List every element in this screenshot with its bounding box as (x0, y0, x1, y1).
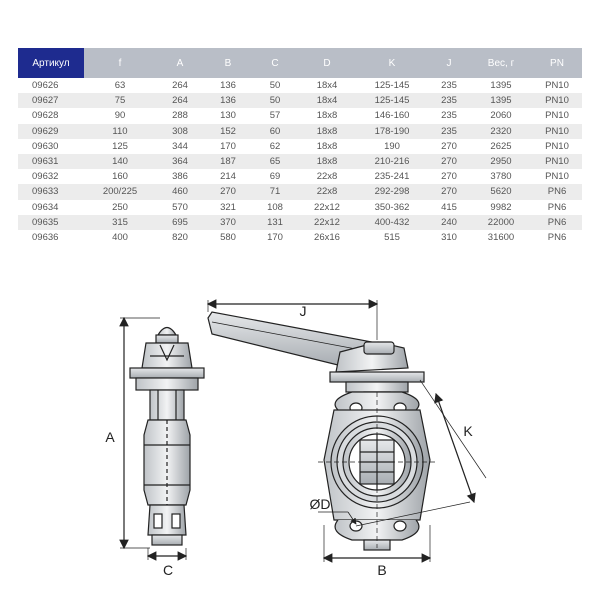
dimension-k-label: K (463, 423, 473, 439)
table-cell: 22x12 (298, 215, 356, 230)
table-cell: 400 (84, 230, 156, 245)
table-cell: PN10 (532, 108, 582, 123)
table-cell: 09633 (18, 184, 84, 199)
table-cell: 350-362 (356, 200, 428, 215)
table-cell: 09634 (18, 200, 84, 215)
table-cell: 400-432 (356, 215, 428, 230)
table-cell: PN10 (532, 169, 582, 184)
table-cell: 364 (156, 154, 204, 169)
dimension-b-label: B (377, 562, 387, 578)
table-row (18, 154, 582, 169)
table-cell: 9982 (470, 200, 532, 215)
table-cell: 288 (156, 108, 204, 123)
table-cell: PN6 (532, 215, 582, 230)
table-cell: 270 (204, 184, 252, 199)
table-cell: 18x8 (298, 139, 356, 154)
column-header: Вес, г (470, 48, 532, 78)
table-cell: 22x12 (298, 200, 356, 215)
table-cell: 264 (156, 93, 204, 108)
table-row (18, 169, 582, 184)
table-cell: 140 (84, 154, 156, 169)
table-cell: 09629 (18, 124, 84, 139)
table-cell: 200/225 (84, 184, 156, 199)
table-cell: 415 (428, 200, 470, 215)
table-cell: 146-160 (356, 108, 428, 123)
table-row (18, 184, 582, 199)
table-cell: 09626 (18, 78, 84, 93)
table-cell: PN10 (532, 124, 582, 139)
table-cell: 370 (204, 215, 252, 230)
table-cell: 152 (204, 124, 252, 139)
table-row (18, 108, 582, 123)
table-cell: 22000 (470, 215, 532, 230)
table-cell: 315 (84, 215, 156, 230)
dimension-d-label: ØD (309, 496, 331, 512)
table-cell: 820 (156, 230, 204, 245)
table-cell: 130 (204, 108, 252, 123)
table-cell: 695 (156, 215, 204, 230)
table-cell: 90 (84, 108, 156, 123)
table-cell: 09627 (18, 93, 84, 108)
table-header-row (18, 48, 582, 78)
table-cell: 2320 (470, 124, 532, 139)
table-cell: 386 (156, 169, 204, 184)
table-cell: 3780 (470, 169, 532, 184)
table-cell: 235 (428, 108, 470, 123)
table-cell: PN6 (532, 230, 582, 245)
table-cell: 18x8 (298, 108, 356, 123)
column-header: PN (532, 48, 582, 78)
table-cell: 235 (428, 78, 470, 93)
table-cell: 2950 (470, 154, 532, 169)
column-header: C (252, 48, 298, 78)
column-header: f (84, 48, 156, 78)
table-cell: 1395 (470, 93, 532, 108)
table-cell: 515 (356, 230, 428, 245)
table-cell: 22x8 (298, 184, 356, 199)
table-cell: 62 (252, 139, 298, 154)
table-cell: 09635 (18, 215, 84, 230)
table-cell: PN10 (532, 93, 582, 108)
column-header: A (156, 48, 204, 78)
table-cell: 235 (428, 124, 470, 139)
table-cell: 214 (204, 169, 252, 184)
dimension-c-label: C (162, 562, 174, 578)
table-cell: 136 (204, 93, 252, 108)
table-cell: 170 (204, 139, 252, 154)
table-cell: 292-298 (356, 184, 428, 199)
spec-table (18, 48, 582, 245)
table-cell: 270 (428, 169, 470, 184)
table-cell: 18x4 (298, 78, 356, 93)
table-cell: 270 (428, 139, 470, 154)
table-cell: 50 (252, 78, 298, 93)
table-cell: 09636 (18, 230, 84, 245)
table-cell: PN6 (532, 184, 582, 199)
table-cell: 136 (204, 78, 252, 93)
valve-drawing (0, 290, 600, 600)
table-cell: PN10 (532, 139, 582, 154)
side-view (120, 318, 204, 560)
table-cell: 264 (156, 78, 204, 93)
table-cell: 22x8 (298, 169, 356, 184)
table-cell: 125-145 (356, 93, 428, 108)
table-cell: 125-145 (356, 78, 428, 93)
table-cell: 5620 (470, 184, 532, 199)
column-header: B (204, 48, 252, 78)
table-cell: 75 (84, 93, 156, 108)
table-cell: PN10 (532, 154, 582, 169)
table-cell: 250 (84, 200, 156, 215)
table-cell: 18x4 (298, 93, 356, 108)
table-row (18, 230, 582, 245)
column-header: D (298, 48, 356, 78)
table-cell: 60 (252, 124, 298, 139)
table-row (18, 200, 582, 215)
table-cell: 570 (156, 200, 204, 215)
table-cell: 240 (428, 215, 470, 230)
table-cell: 178-190 (356, 124, 428, 139)
table-cell: 110 (84, 124, 156, 139)
table-cell: 65 (252, 154, 298, 169)
table-cell: 190 (356, 139, 428, 154)
table-cell: 125 (84, 139, 156, 154)
table-cell: 18x8 (298, 154, 356, 169)
table-cell: 310 (428, 230, 470, 245)
table-cell: 131 (252, 215, 298, 230)
table-cell: 308 (156, 124, 204, 139)
column-header: J (428, 48, 470, 78)
table-cell: 170 (252, 230, 298, 245)
table-cell: 580 (204, 230, 252, 245)
table-cell: 2625 (470, 139, 532, 154)
table-cell: 344 (156, 139, 204, 154)
table-cell: 187 (204, 154, 252, 169)
table-cell: 235-241 (356, 169, 428, 184)
table-cell: 09628 (18, 108, 84, 123)
table-cell: 460 (156, 184, 204, 199)
table-cell: 71 (252, 184, 298, 199)
table-cell: 270 (428, 154, 470, 169)
column-header: Артикул (18, 48, 84, 78)
table-cell: 160 (84, 169, 156, 184)
table-row (18, 139, 582, 154)
table-cell: 50 (252, 93, 298, 108)
table-cell: PN10 (532, 78, 582, 93)
table-cell: 270 (428, 184, 470, 199)
dimension-a-label: A (105, 429, 115, 445)
front-view (208, 300, 486, 562)
table-cell: 09631 (18, 154, 84, 169)
table-cell: 57 (252, 108, 298, 123)
table-cell: 31600 (470, 230, 532, 245)
table-row (18, 124, 582, 139)
dimension-j-label: J (299, 303, 307, 319)
table-row (18, 78, 582, 93)
table-row (18, 93, 582, 108)
table-cell: 235 (428, 93, 470, 108)
table-cell: 63 (84, 78, 156, 93)
table-cell: 09630 (18, 139, 84, 154)
table-cell: 26x16 (298, 230, 356, 245)
table-row (18, 215, 582, 230)
table-cell: 1395 (470, 78, 532, 93)
table-cell: PN6 (532, 200, 582, 215)
table-cell: 2060 (470, 108, 532, 123)
table-cell: 09632 (18, 169, 84, 184)
table-cell: 321 (204, 200, 252, 215)
column-header: K (356, 48, 428, 78)
table-cell: 18x8 (298, 124, 356, 139)
table-cell: 210-216 (356, 154, 428, 169)
table-cell: 108 (252, 200, 298, 215)
table-cell: 69 (252, 169, 298, 184)
